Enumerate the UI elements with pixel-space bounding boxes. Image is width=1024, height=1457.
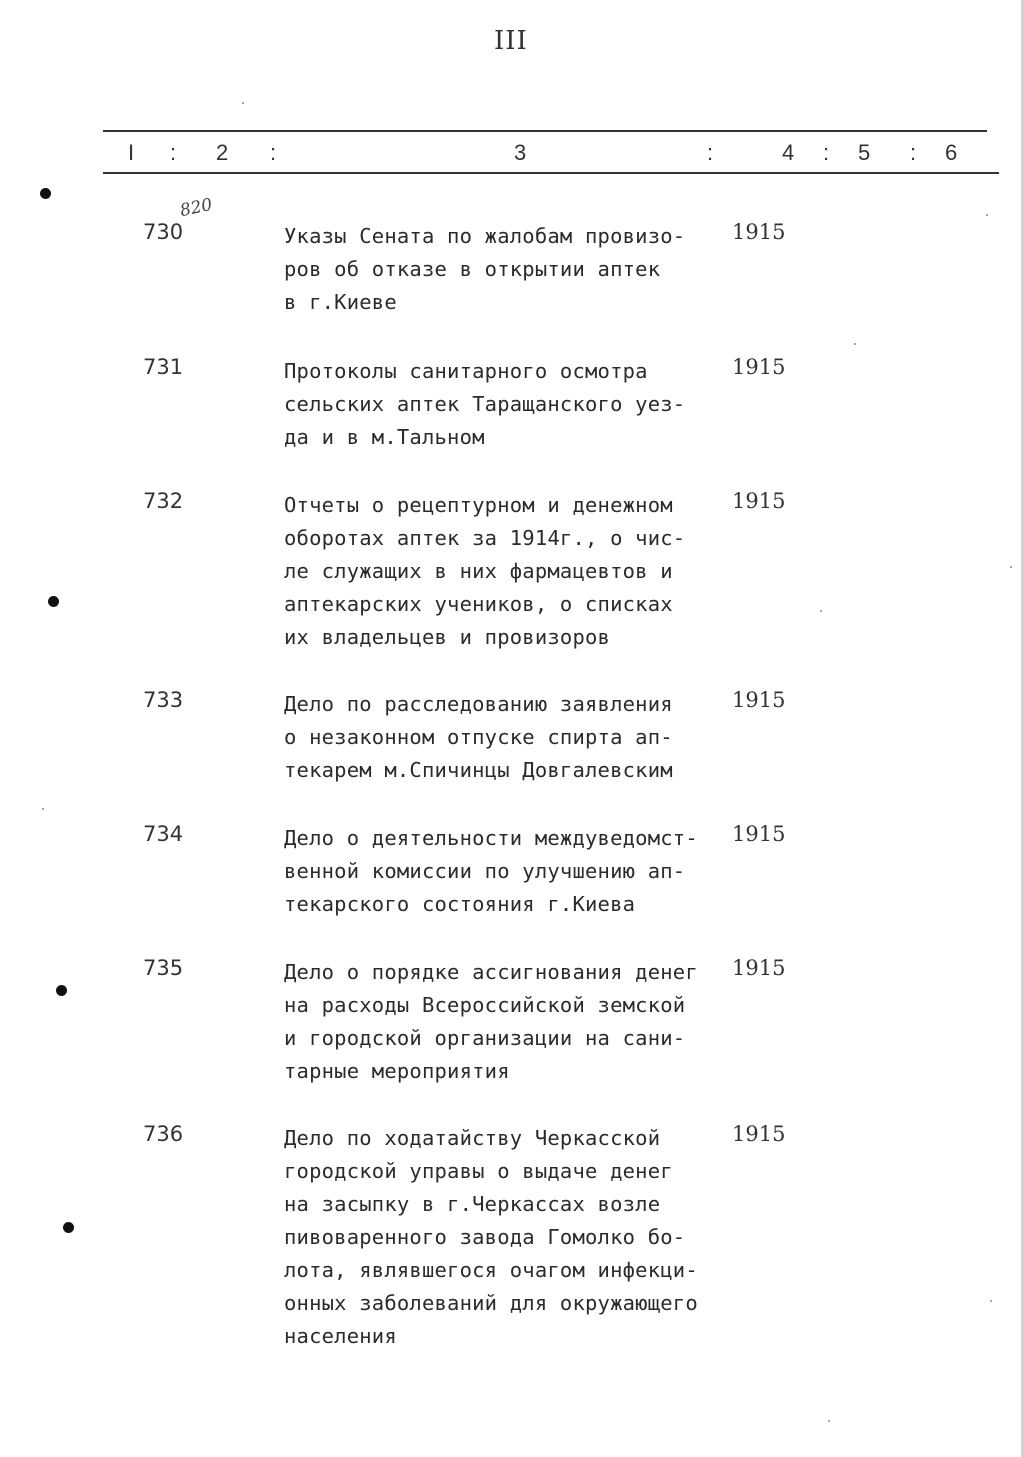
entry-year: 1915	[732, 220, 786, 244]
column-header-3: 3	[514, 140, 527, 165]
scan-speck	[42, 808, 44, 810]
entry-description: Дело о деятельности междуведомст- венной комиссии по улучшению ап- текарского состояния г.Киева	[284, 826, 698, 916]
scan-speck	[854, 343, 856, 345]
column-separator: :	[910, 140, 917, 165]
entry-description: Отчеты о рецептурном и денежном оборотах аптек за 1914г., о чис- ле служащих в них фармацевтов и аптекарских учеников, о списках их владельцев и провизоров	[284, 493, 686, 649]
scan-speck	[986, 214, 988, 216]
entry-number: 734	[143, 822, 184, 846]
column-separator: :	[270, 140, 277, 165]
entry-number: 731	[143, 355, 184, 379]
entry-description: Дело по ходатайству Черкасской городской управы о выдаче денег на засыпку в г.Черкассах возле пивоваренного завода Гомолко бо- лота, являвшегося очагом инфекци- онных заболеваний для окружающего населения	[284, 1126, 698, 1348]
entry-number: 735	[143, 956, 184, 980]
page-number: III	[494, 26, 528, 56]
punch-hole	[63, 1222, 74, 1233]
entry-description: Указы Сената по жалобам провизо- ров об отказе в открытии аптек в г.Киеве	[284, 224, 686, 314]
entry-year: 1915	[732, 355, 786, 379]
column-header-6: 6	[945, 140, 958, 165]
entry-year: 1915	[732, 956, 786, 980]
column-header-4: 4	[782, 140, 795, 165]
entry-description: Дело о порядке ассигнования денег на расходы Всероссийской земской и городской организации на сани- тарные мероприятия	[284, 960, 698, 1083]
column-separator: :	[707, 140, 714, 165]
header-bottom-rule	[103, 172, 999, 174]
header-top-rule	[103, 130, 987, 132]
entry-year: 1915	[732, 1122, 786, 1146]
handwritten-margin-note: 820	[178, 194, 215, 222]
column-header-5: 5	[858, 140, 871, 165]
scan-speck	[1010, 566, 1012, 568]
punch-hole	[48, 596, 59, 607]
column-header-1: I	[128, 140, 135, 165]
entry-number: 736	[143, 1122, 184, 1146]
scan-speck	[828, 1420, 830, 1422]
punch-hole	[40, 188, 51, 199]
entry-number: 730	[143, 220, 184, 244]
punch-hole	[56, 985, 67, 996]
column-separator: :	[170, 140, 177, 165]
scan-speck	[242, 102, 244, 104]
scan-speck	[820, 610, 822, 612]
entry-year: 1915	[732, 822, 786, 846]
entry-description: Дело по расследованию заявления о незаконном отпуске спирта ап- текарем м.Спичинцы Довгалевским	[284, 692, 673, 782]
column-header-2: 2	[216, 140, 229, 165]
entry-year: 1915	[732, 688, 786, 712]
entry-number: 733	[143, 688, 184, 712]
scan-speck	[990, 1300, 992, 1302]
entry-description: Протоколы санитарного осмотра сельских аптек Таращанского уез- да и в м.Тальном	[284, 359, 686, 449]
column-separator: :	[823, 140, 830, 165]
entry-year: 1915	[732, 489, 786, 513]
entry-number: 732	[143, 489, 184, 513]
